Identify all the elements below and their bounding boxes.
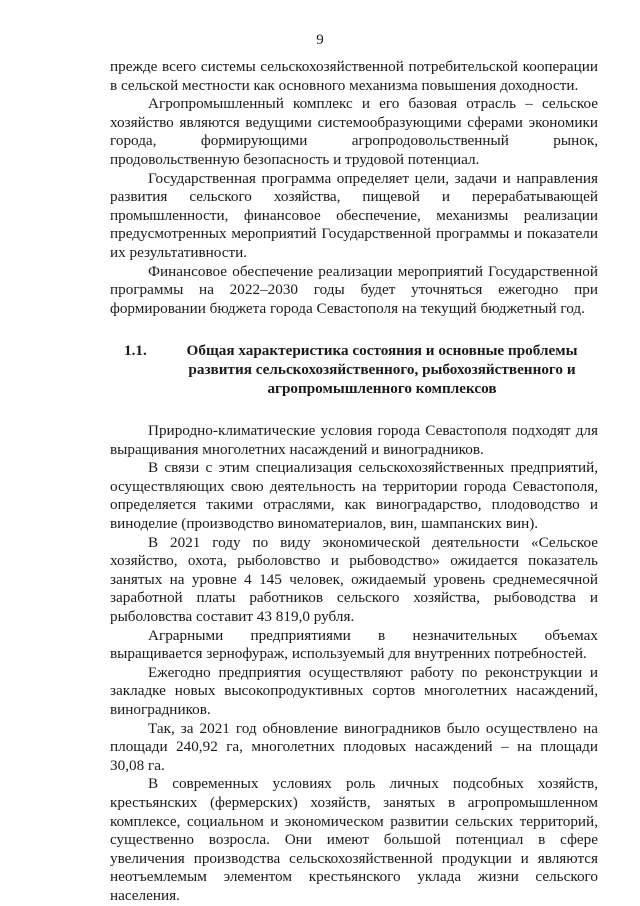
section-heading	[110, 342, 598, 398]
paragraph-climate: Природно-климатические условия города Севастополя подходят для выращивания многолетних насаждений и виноградников.	[110, 422, 598, 458]
paragraph-employment: В 2021 году по виду экономической деятельности «Сельское хозяйство, охота, рыболовство и рыбоводство» ожидается показатель занятых на уровне 4 145 человек, ожидаемый уровень среднемесячной заработной платы работников сельского хозяйства, рыбоводства и рыболовства составит 43 819,0 рубля.	[110, 533, 598, 626]
paragraph-grain-fodder: Аграрными предприятиями в незначительных объемах выращивается зернофураж, используемый для внутренних потребностей.	[110, 626, 598, 663]
paragraph-continuation: прежде всего системы сельскохозяйственной потребительской кооперации в сельской местности как основного механизма повышения доходности.	[110, 58, 598, 94]
page-number: 9	[316, 32, 324, 48]
section-number: 1.1.	[124, 342, 147, 360]
paragraph-reconstruction: Ежегодно предприятия осуществляют работу по реконструкции и закладке новых высокопродуктивных сортов многолетних насаждений, виноградников.	[110, 663, 598, 718]
paragraph-specialization: В связи с этим специализация сельскохозяйственных предприятий, осуществляющих свою деятельность на территории города Севастополя, определяется такими отраслями, как виноградарство, плодоводство и виноделие (производство виноматериалов, вин, шампанских вин).	[110, 459, 598, 533]
paragraph-vineyard-renewal: Так, за 2021 год обновление виноградников было осуществлено на площади 240,92 га, многолетних плодовых насаждений – на площади 30,08 га.	[110, 719, 598, 774]
paragraph-program-goals: Государственная программа определяет цели, задачи и направления развития сельского хозяйства, пищевой и перерабатывающей промышленности, финансовое обеспечение, механизмы реализации предусмотренных мероприятий Государственной программы и показатели их результативности.	[110, 169, 598, 261]
document-body	[110, 58, 598, 906]
paragraph-agro-complex: Агропромышленный комплекс и его базовая отрасль – сельское хозяйство являются ведущими системообразующими сферами экономики города, формирующими агропродовольственный рынок, продовольственную безопасность и трудовой потенциал.	[110, 95, 598, 168]
paragraph-financing: Финансовое обеспечение реализации мероприятий Государственной программы на 2022–2030 годы будет уточняться ежегодно при формировании бюджета города Севастополя на текущий бюджетный год.	[110, 262, 598, 317]
paragraph-farms-role: В современных условиях роль личных подсобных хозяйств, крестьянских (фермерских) хозяйств, занятых в агропромышленном комплексе, социальном и экономическом развитии сельских территорий, существенно возросла. Они имеют большой потенциал в сфере увеличения производства сельскохозяйственной продукции и являются неотъемлемым элементом крестьянского уклада жизни сельского населения.	[110, 775, 598, 904]
section-title: Общая характеристика состояния и основные проблемы развития сельскохозяйственного, рыбохозяйственного и агропромышленного комплексов	[186, 342, 578, 397]
